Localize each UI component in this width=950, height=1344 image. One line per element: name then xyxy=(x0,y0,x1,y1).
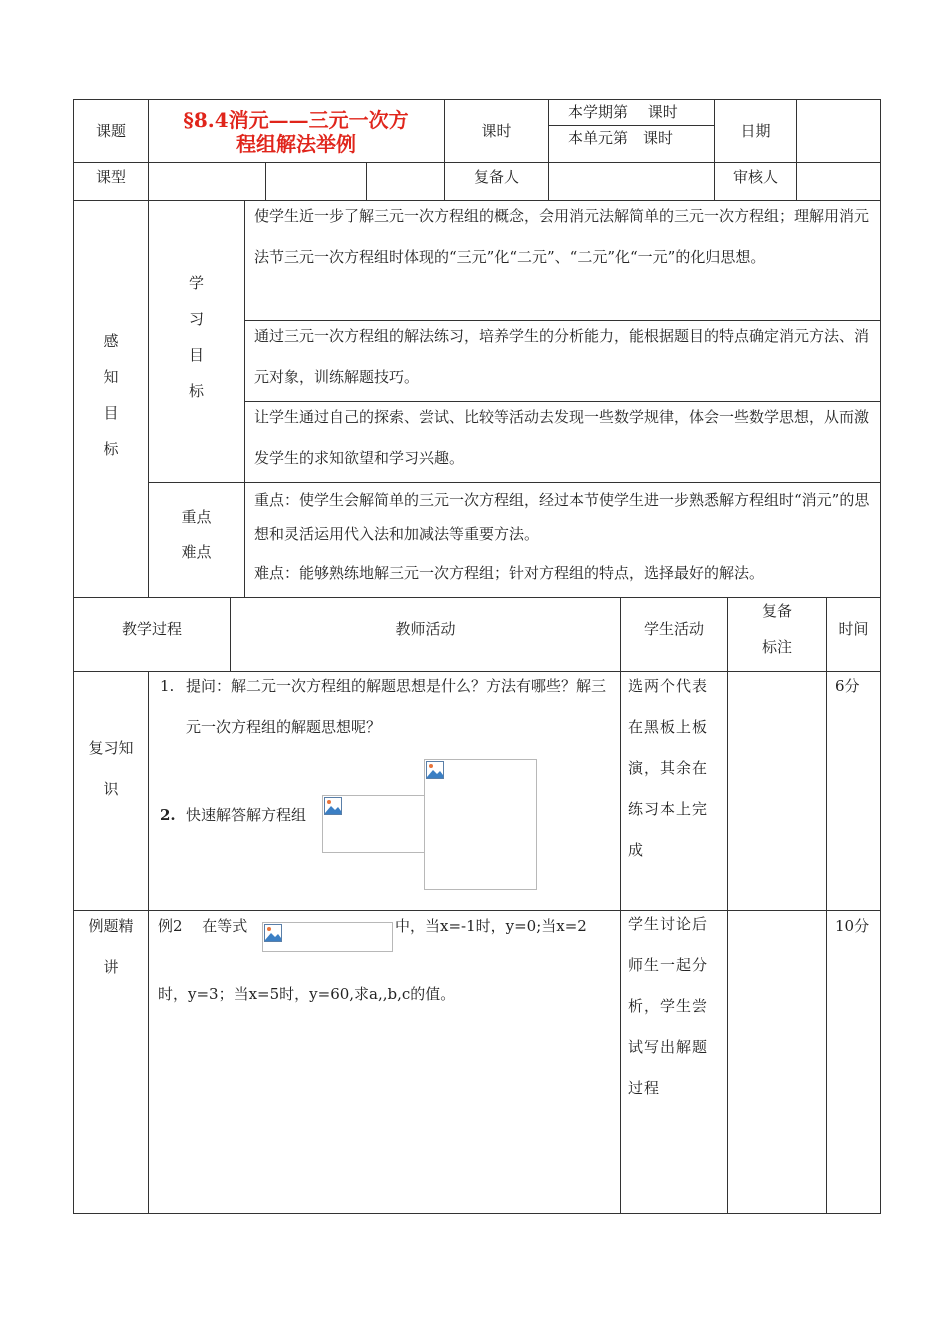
lesson-title xyxy=(152,108,440,156)
broken-image-icon xyxy=(426,761,444,779)
col-divider xyxy=(796,99,797,201)
row-divider xyxy=(73,162,881,163)
key-point-text: 重点：使学生会解简单的三元一次方程组，经过本节使学生进一步熟悉解方程组时“消元”的思想和灵活运用代入法和加减法等重要方法。 xyxy=(254,491,870,543)
review-label: 复习知 xyxy=(88,739,134,757)
col-divider xyxy=(148,99,149,201)
review-item-number: 1. xyxy=(160,677,175,695)
example-label: 例题精 xyxy=(88,917,134,935)
topic-label: 课题 xyxy=(95,122,126,140)
learning-goal-1: 使学生近一步了解三元一次方程组的概念，会用消元法解简单的三元一次方程组；理解用消元法节三元一次方程组时体现的“三元”化“二元”、“二元”化“一元”的化归思想。 xyxy=(254,207,870,266)
row-divider xyxy=(73,910,881,911)
unit-period: 本单元第 课时 xyxy=(568,129,674,147)
learning-char: 习 xyxy=(188,310,204,328)
review-label: 识 xyxy=(103,780,119,798)
learning-char: 学 xyxy=(188,274,204,292)
broken-image-icon xyxy=(264,924,282,942)
col-divider xyxy=(148,671,149,1214)
example-text: 中，当x=-1时，y=0;当x=2 xyxy=(395,917,587,935)
lesson-title-line2: 程组解法举例 xyxy=(236,132,356,156)
example-lead: 例2 在等式 xyxy=(158,917,248,935)
date-label: 日期 xyxy=(740,122,771,140)
table-bottom-border xyxy=(73,1213,881,1214)
equation-image xyxy=(262,922,393,952)
learning-goal-2: 通过三元一次方程组的解法练习，培养学生的分析能力，能根据题目的特点确定消元方法、消元对象，训练解题技巧。 xyxy=(254,327,870,386)
col-divider xyxy=(826,597,827,1214)
section-char: 感 xyxy=(103,332,119,350)
broken-image-icon xyxy=(324,797,342,815)
row-divider xyxy=(73,597,881,598)
section-char: 目 xyxy=(103,404,119,422)
col-divider xyxy=(620,597,621,1214)
col-divider xyxy=(727,597,728,1214)
table-right-border xyxy=(880,99,881,1214)
equation-system-image xyxy=(322,795,425,853)
review-question-text: 提问：解二元一次方程组的解题思想是什么？方法有哪些？解三元一次方程组的解题思想呢？ xyxy=(186,677,607,736)
process-header: 教学过程 xyxy=(121,620,182,638)
review-exercise-text: 快速解答解方程组 xyxy=(186,806,307,824)
col-divider xyxy=(548,99,549,201)
learning-char: 标 xyxy=(188,382,204,400)
difficulty-text: 难点：能够熟练地解三元一次方程组；针对方程组的特点，选择最好的解法。 xyxy=(254,564,765,582)
lesson-title-line1: §8.4消元——三元一次方 xyxy=(183,108,409,132)
notes-header: 复备 xyxy=(761,602,792,620)
preparer-label: 复备人 xyxy=(473,168,519,186)
col-divider xyxy=(244,200,245,597)
learning-char: 目 xyxy=(188,346,204,364)
reviewer-label: 审核人 xyxy=(732,168,778,186)
learning-goal-3: 让学生通过自己的探索、尝试、比较等活动去发现一些数学规律，体会一些数学思想，从而激发学生的求知欲望和学习兴趣。 xyxy=(254,408,870,467)
type-label: 课型 xyxy=(95,168,126,186)
notes-header: 标注 xyxy=(761,638,792,656)
example-text: 时，y=3；当x=5时，y=60,求a,,b,c的值。 xyxy=(158,985,456,1003)
table-top-border xyxy=(73,99,881,100)
key-label: 重点 xyxy=(181,508,212,526)
example-time: 10分 xyxy=(835,917,870,935)
review-student-activity: 选两个代表在黑板上板演，其余在练习本上完成 xyxy=(628,677,709,859)
review-item-number: 2. xyxy=(160,806,176,824)
section-char: 标 xyxy=(103,440,119,458)
student-activity-header: 学生活动 xyxy=(643,620,704,638)
time-header: 时间 xyxy=(838,620,869,638)
teacher-activity-header: 教师活动 xyxy=(395,620,456,638)
row-divider xyxy=(548,125,714,126)
period-label: 课时 xyxy=(481,122,512,140)
review-time: 6分 xyxy=(835,677,860,695)
difficulty-label: 难点 xyxy=(181,543,212,561)
equation-system-image xyxy=(424,759,537,890)
section-char: 知 xyxy=(103,368,119,386)
table-left-border xyxy=(73,99,74,1214)
example-student-activity: 学生讨论后师生一起分析，学生尝试写出解题过程 xyxy=(628,915,709,1097)
semester-period: 本学期第 课时 xyxy=(568,103,678,121)
example-label: 讲 xyxy=(103,958,119,976)
